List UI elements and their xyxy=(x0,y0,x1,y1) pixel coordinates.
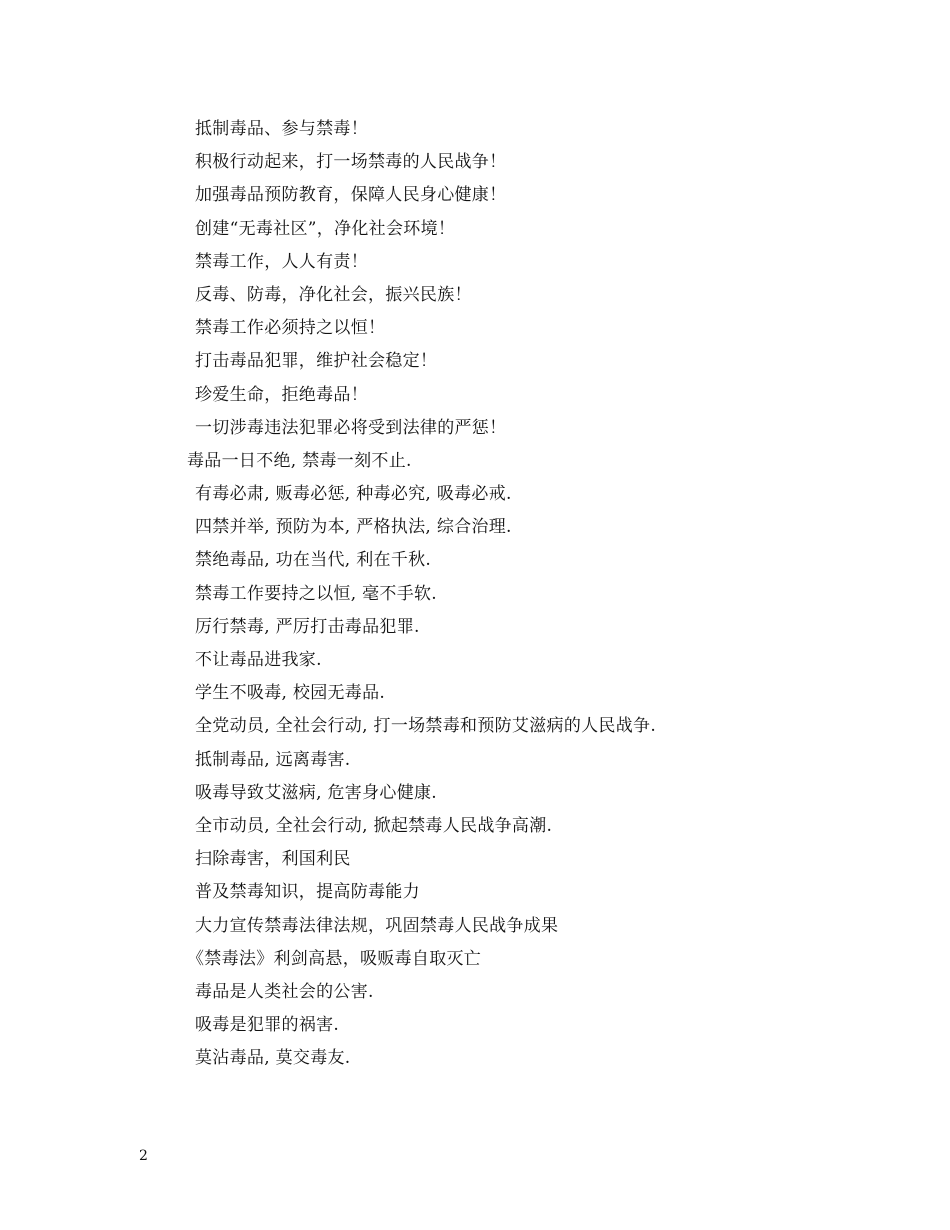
slogan-line: 有毒必肃, 贩毒必惩, 种毒必究, 吸毒必戒. xyxy=(195,484,512,505)
slogan-line: 禁毒工作要持之以恒, 毫不手软. xyxy=(195,583,438,604)
slogan-line: 毒品一日不绝, 禁毒一刻不止. xyxy=(187,450,412,471)
slogan-line: 创建“无毒社区”，净化社会环境！ xyxy=(195,218,456,239)
slogan-line: 厉行禁毒, 严厉打击毒品犯罪. xyxy=(195,616,420,637)
slogan-line: 珍爱生命，拒绝毒品！ xyxy=(195,384,368,405)
slogan-list xyxy=(0,117,950,1079)
slogan-line: 全市动员, 全社会行动, 掀起禁毒人民战争高潮. xyxy=(195,815,553,836)
slogan-line: 学生不吸毒, 校园无毒品. xyxy=(195,683,386,704)
slogan-line: 吸毒是犯罪的祸害. xyxy=(195,1015,340,1036)
slogan-line: 积极行动起来，打一场禁毒的人民战争！ xyxy=(195,152,507,173)
slogan-line: 一切涉毒违法犯罪必将受到法律的严惩！ xyxy=(195,417,507,438)
page-number: 2 xyxy=(139,1148,148,1164)
slogan-line: 反毒、防毒，净化社会，振兴民族！ xyxy=(195,284,472,305)
slogan-line: 禁毒工作，人人有责！ xyxy=(195,251,368,272)
slogan-line: 禁绝毒品, 功在当代, 利在千秋. xyxy=(195,550,432,571)
slogan-line: 莫沾毒品, 莫交毒友. xyxy=(195,1048,351,1069)
slogan-line: 《禁毒法》利剑高悬，吸贩毒自取灭亡 xyxy=(187,948,482,969)
slogan-line: 禁毒工作必须持之以恒！ xyxy=(195,318,386,339)
slogan-line: 普及禁毒知识，提高防毒能力 xyxy=(195,882,420,903)
slogan-line: 打击毒品犯罪，维护社会稳定！ xyxy=(195,351,438,372)
slogan-line: 大力宣传禁毒法律法规，巩固禁毒人民战争成果 xyxy=(195,915,559,936)
slogan-line: 全党动员, 全社会行动, 打一场禁毒和预防艾滋病的人民战争. xyxy=(195,716,657,737)
slogan-line: 毒品是人类社会的公害. xyxy=(195,981,374,1002)
slogan-line: 加强毒品预防教育，保障人民身心健康！ xyxy=(195,185,507,206)
slogan-line: 不让毒品进我家. xyxy=(195,650,322,670)
slogan-line: 扫除毒害，利国利民 xyxy=(195,849,351,870)
slogan-line: 抵制毒品, 远离毒害. xyxy=(195,749,351,770)
slogan-line: 吸毒导致艾滋病, 危害身心健康. xyxy=(195,782,438,803)
slogan-line: 四禁并举, 预防为本, 严格执法, 综合治理. xyxy=(195,517,512,538)
slogan-line: 抵制毒品、参与禁毒！ xyxy=(195,119,368,139)
